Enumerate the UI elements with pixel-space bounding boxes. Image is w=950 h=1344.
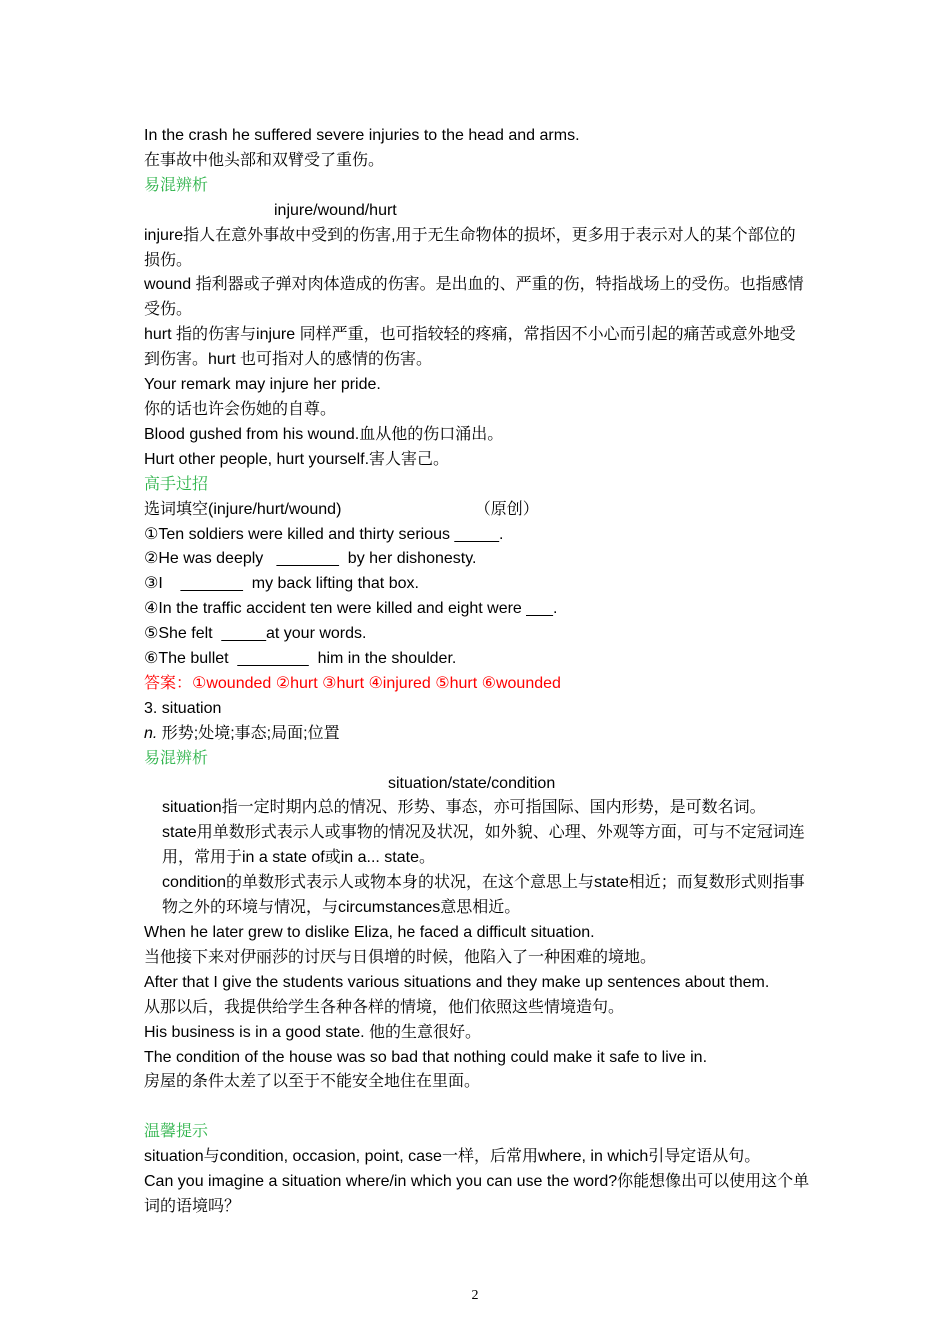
example-translation: 从那以后，我提供给学生各种各样的情境，他们依照这些情境造句。 — [144, 998, 625, 1016]
document-body — [144, 124, 810, 1220]
paragraph-state: state用单数形式表示人或事物的情况及状况，如外貌、心理、外观等方面，可与不定冠词连用，常用于in a state of或in a... state。 — [162, 824, 805, 867]
example-sentence: After that I give the students various situations and they make up sentences about them. — [144, 973, 770, 991]
part-of-speech: n. — [144, 724, 158, 742]
exercise-item: ②He was deeply _______ by her dishonesty. — [144, 550, 477, 568]
example-sentence: The condition of the house was so bad that nothing could make it safe to live in. — [144, 1048, 708, 1066]
paragraph-hurt: hurt 指的伤害与injure 同样严重，也可指较轻的疼痛，常指因不小心而引起的痛苦或意外地受到伤害。hurt 也可指对人的感情的伤害。 — [144, 326, 796, 369]
section-heading-confusables: 易混辨析 — [144, 176, 209, 194]
example-sentence: Your remark may injure her pride. — [144, 376, 381, 394]
definition-text: 形势;处境;事态;局面;位置 — [157, 724, 340, 742]
example-sentence: In the crash he suffered severe injuries to the head and arms. — [144, 127, 580, 144]
paragraph-injure: injure指人在意外事故中受到的伤害,用于无生命物体的损坏，更多用于表示对人的某个部位的损伤。 — [144, 226, 796, 269]
exercise-item: ③I _______ my back lifting that box. — [144, 575, 419, 593]
example-sentence: Blood gushed from his wound.血从他的伤口涌出。 — [144, 425, 504, 443]
exercise-item: ④In the traffic accident ten were killed and eight were ___. — [144, 600, 558, 618]
section-heading-confusables: 易混辨析 — [144, 749, 209, 767]
tip-paragraph: situation与condition, occasion, point, case一样，后常用where, in which引导定语从句。 — [144, 1148, 761, 1166]
exercise-item: ①Ten soldiers were killed and thirty serious _____. — [144, 525, 504, 543]
paragraph-situation: situation指一定时期内总的情况、形势、事态，亦可指国际、国内形势，是可数名词。 — [162, 799, 766, 817]
example-translation: 当他接下来对伊丽莎的讨厌与日俱增的时候，他陷入了一种困难的境地。 — [144, 948, 657, 966]
example-sentence: Hurt other people, hurt yourself.害人害己。 — [144, 450, 450, 468]
example-translation: 房屋的条件太差了以至于不能安全地住在里面。 — [144, 1073, 481, 1091]
example-translation: 在事故中他头部和双臂受了重伤。 — [144, 151, 385, 169]
spacer — [144, 1095, 810, 1120]
paragraph-wound: wound 指利器或子弹对肉体造成的伤害。是出血的、严重的伤，特指战场上的受伤。也指感情受伤。 — [144, 276, 804, 319]
subheading-word-group: situation/state/condition — [388, 774, 556, 792]
paragraph-condition: condition的单数形式表示人或物本身的状况，在这个意思上与state相近；而复数形式则指事物之外的环境与情况，与circumstances意思相近。 — [162, 874, 805, 917]
section-heading-exercise: 高手过招 — [144, 475, 209, 493]
answer-key: 答案：①wounded ②hurt ③hurt ④injured ⑤hurt ⑥wounded — [144, 674, 561, 692]
example-sentence: His business is in a good state. 他的生意很好。 — [144, 1023, 482, 1041]
vocab-entry-title: 3. situation — [144, 699, 222, 717]
example-translation: 你的话也许会伤她的自尊。 — [144, 400, 337, 418]
exercise-item: ⑤She felt _____at your words. — [144, 625, 367, 643]
section-heading-tip: 温馨提示 — [144, 1123, 209, 1141]
example-sentence: When he later grew to dislike Eliza, he faced a difficult situation. — [144, 924, 595, 941]
subheading-word-group: injure/wound/hurt — [274, 201, 397, 219]
page-number: 2 — [471, 1288, 479, 1303]
tip-example: Can you imagine a situation where/in which you can use the word?你能想像出可以使用这个单词的语境吗？ — [144, 1173, 810, 1216]
exercise-instruction: 选词填空(injure/hurt/wound) （原创） — [144, 500, 539, 518]
vocab-entry-definition — [144, 722, 810, 747]
exercise-item: ⑥The bullet ________ him in the shoulder. — [144, 650, 457, 668]
